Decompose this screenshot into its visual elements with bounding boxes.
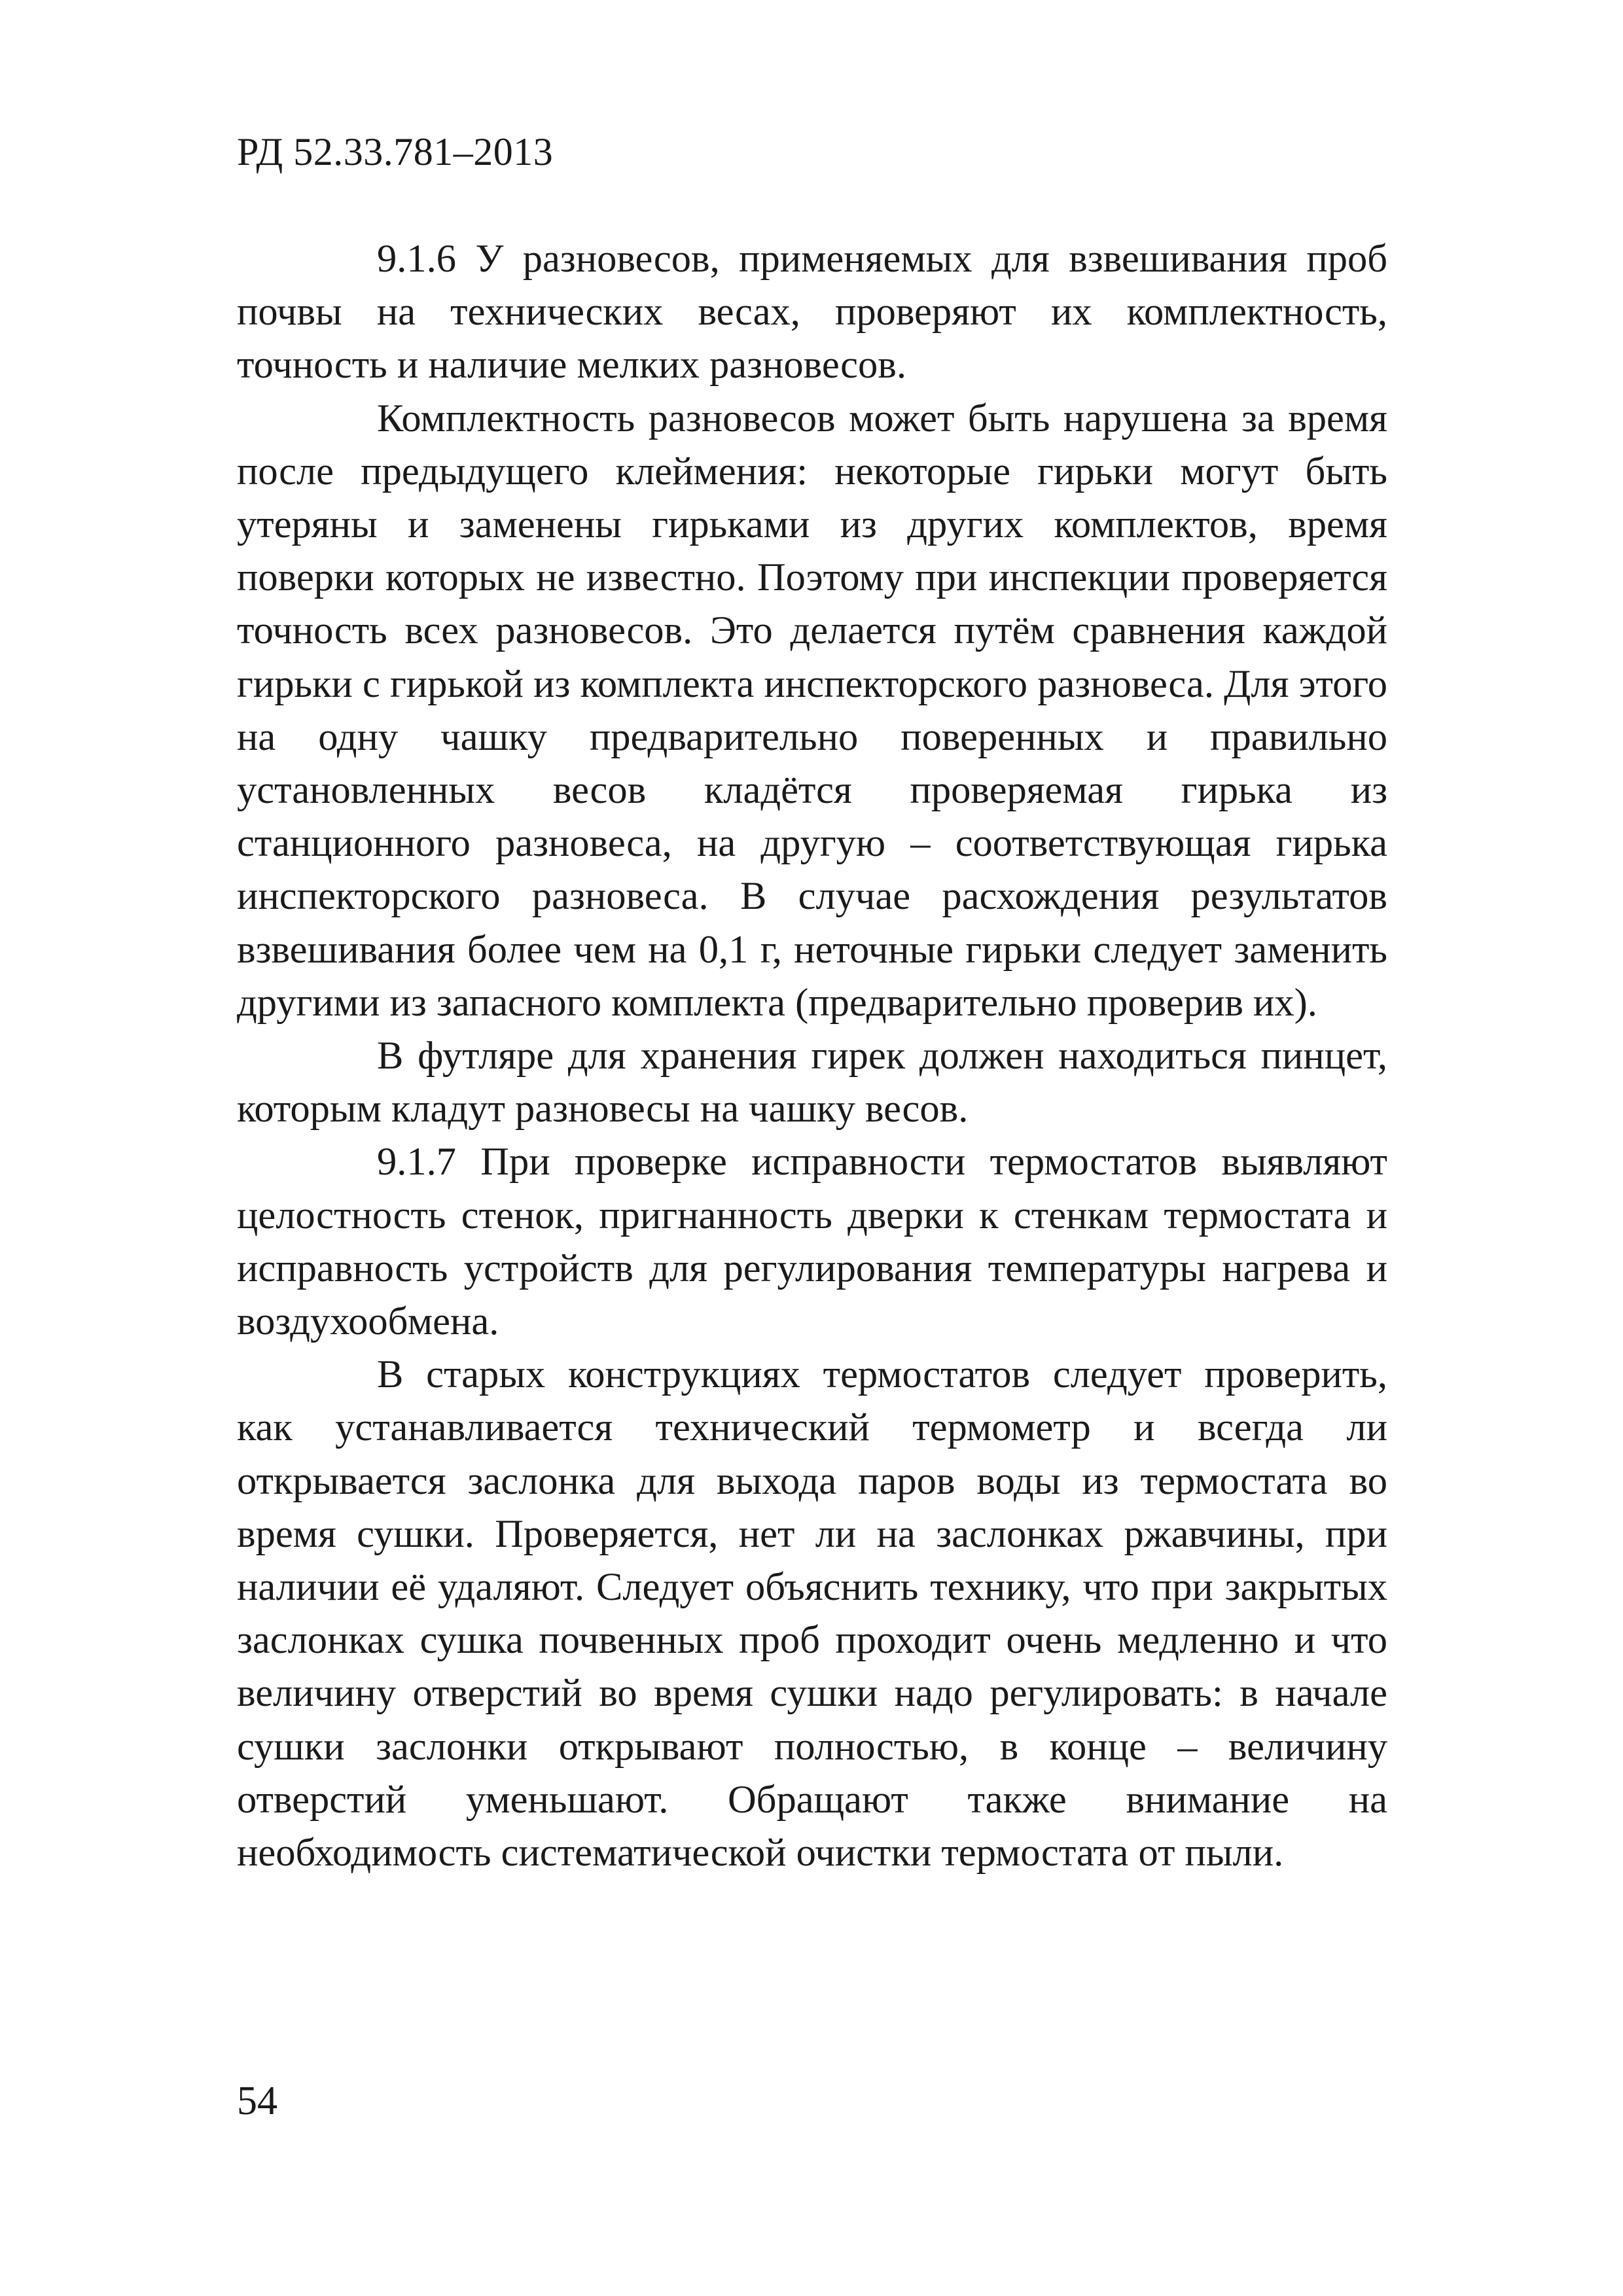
paragraph-tweezers: В футляре для хранения гирек должен находиться пинцет, которым кладут разновесы на чашку весов. (237, 1034, 1387, 1131)
paragraph-9-1-6: 9.1.6 У разновесов, применяемых для взвешивания проб почвы на технических весах, проверяют их комплектность, точность и наличие мелких разновесов. (237, 237, 1387, 387)
document-code-header: РД 52.33.781–2013 (237, 130, 554, 173)
paragraph-old-thermostats: В старых конструкциях термостатов следует проверить, как устанавливается технический термометр и всегда ли открывается заслонка для выхода паров воды из термостата во время сушки. Проверяется, нет ли на заслонках ржавчины, при наличии её удаляют. Следует объяснить технику, что при закрытых заслонках сушка почвенных проб проходит очень медленно и что величину отверстий во время сушки надо регулировать: в начале сушки заслонки открывают полностью, в конце – величину отверстий уменьшают. Обращают также внимание на необходимость систематической очистки термостата от пыли. (237, 1352, 1387, 1875)
paragraph-9-1-7: 9.1.7 При проверке исправности термостатов выявляют целостность стенок, пригнанность дверки к стенкам термостата и исправность устройств для регулирования температуры нагрева и воздухообмена. (237, 1140, 1387, 1344)
body-text (237, 232, 1387, 1879)
paragraph-completeness: Комплектность разновесов может быть нарушена за время после предыдущего клеймения: некоторые гирьки могут быть утеряны и заменены гирьками из других комплектов, время поверки которых не известно. Поэтому при инспекции проверяется точность всех разновесов. Это делается путём сравнения каждой гирьки с гирькой из комплекта инспекторского разновеса. Для этого на одну чашку предварительно поверенных и правильно установленных весов кладётся проверяемая гирька из станционного разновеса, на другую – соответствующая гирька инспекторского разновеса. В случае расхождения результатов взвешивания более чем на 0,1 г, неточные гирьки следует заменить другими из запасного комплекта (предварительно проверив их). (237, 396, 1387, 1025)
page-number: 54 (237, 2079, 277, 2123)
